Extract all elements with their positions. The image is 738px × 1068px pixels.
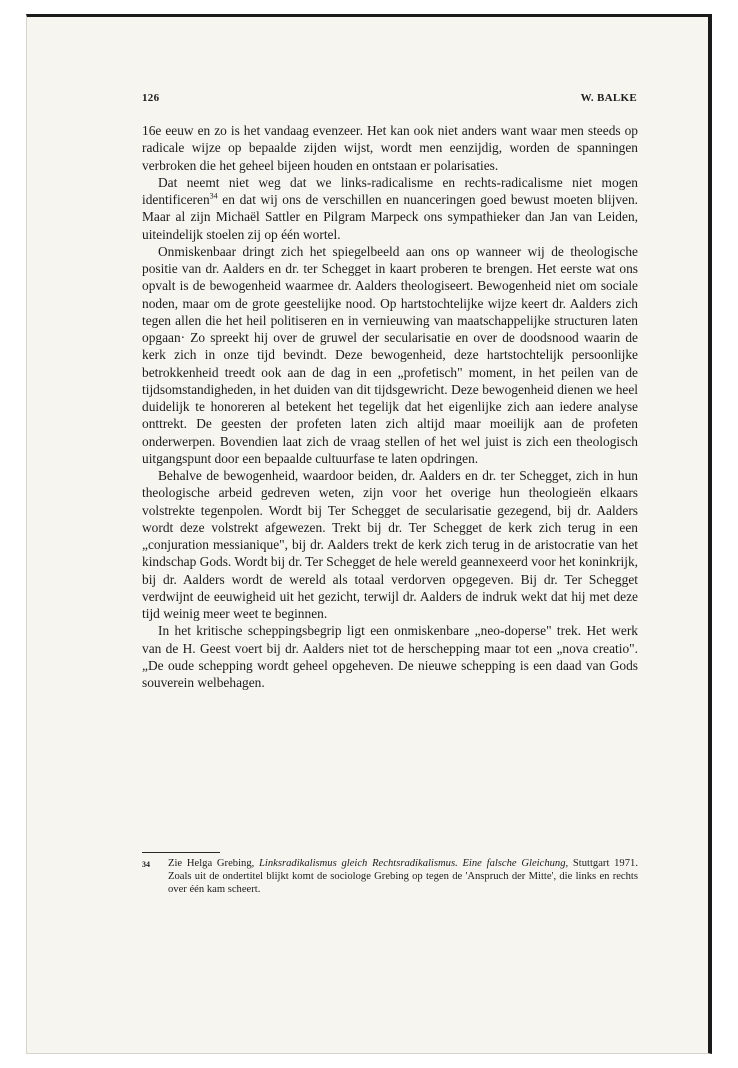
paragraph: 16e eeuw en zo is het vandaag evenzeer. Het kan ook niet anders want waar men steeds op radicale wijze op bepaalde zijden wijst, wordt men eenzijdig, worden de spanningen verbroken die het geheel bijeen houden en ontstaan er polarisaties.: [142, 123, 638, 173]
footnote-text: [168, 857, 638, 896]
paragraph: In het kritische scheppingsbegrip ligt een onmiskenbare „neo-doperse" trek. Het werk van de H. Geest voert bij dr. Aalders niet tot de herschepping maar tot een „nova creatio". „De oude schepping wordt geheel opgeheven. De nieuwe schepping is een daad van Gods souverein welbehagen.: [142, 623, 638, 690]
author-name: W. BALKE: [580, 92, 637, 104]
footnote-rest: Stuttgart 1971. Zoals uit de ondertitel blijkt komt de sociologe Grebing op tegen de 'Anspruch der Mitte', die links en rechts over één kam scheert.: [168, 858, 638, 895]
running-head: [142, 92, 637, 104]
footnote-title: Linksradikalismus gleich Rechtsradikalismus. Eine falsche Gleichung,: [259, 858, 569, 869]
footnote: [142, 857, 638, 896]
paragraph: Onmiskenbaar dringt zich het spiegelbeeld aan ons op wanneer wij de theologische positie van dr. Aalders en dr. ter Schegget in kaart proberen te brengen. Het eerste wat ons opvalt is de bewogenheid waarmee dr. Aalders theologiseert. Bewogenheid niet om sociale noden, maar om de grote geestelijke nood. Op hartstochtelijke wijze keert dr. Aalders zich tegen allen die het heil politiseren en in vernieuwing van maatschappelijke structuren laten opgaan· Zo spreekt hij over de gruwel der secularisatie en over de doodsnood waarin de kerk zich in onze tijd bevindt. Deze bewogenheid, deze hartstochtelijk persoonlijke betrokkenheid treedt ook aan de dag in een „profetisch" moment, in het peilen van de tijdsomstandigheden, in het duiden van dit tijdsgewricht. Deze bewogenheid dienen we heel duidelijk te honoreren al betekent het tegelijk dat het eigenlijke zich aan iedere analyse onttrekt. De geesten der profeten laten zich altijd maar moeilijk aan de profeten onderwerpen. Bovendien laat zich de vraag stellen of het wel juist is zich een theologisch uitgangspunt door een bepaalde cultuurfase te laten opdringen.: [142, 243, 638, 466]
footnote-prefix: Zie Helga Grebing,: [168, 858, 260, 869]
footnote-reference: 34: [209, 191, 218, 201]
paragraph-text: en dat wij ons de verschillen en nuanceringen goed bewust moeten blijven. Maar al zijn Michaël Sattler en Pilgram Marpeck ons sympathieker dan Jan van Leiden, uiteindelijk stoelen zij op één wortel.: [142, 192, 638, 242]
body-text: [142, 122, 638, 691]
page-number: 126: [142, 92, 160, 104]
paragraph: Behalve de bewogenheid, waardoor beiden, dr. Aalders en dr. ter Schegget, zich in hun theologische arbeid gedreven weten, zijn voor het overige hun theologieën elkaars volstrekte tegenpolen. Wordt bij Ter Schegget de secularisatie gezegend, bij dr. Aalders wordt deze volstrekt afgewezen. Trekt bij dr. Ter Schegget de kerk zich terug in een „conjuration messianique", bij dr. Aalders trekt de kerk zich terug in de aristocratie van het kindschap Gods. Wordt bij dr. Ter Schegget de hele wereld geannexeerd voor het koninkrijk, bij dr. Aalders wordt de wereld als totaal verdorven opgegeven. Bij dr. Ter Schegget verdwijnt de eeuwigheid uit het gezicht, terwijl dr. Aalders de indruk wekt dat hij met deze tijd weinig meer weet te beginnen.: [142, 468, 638, 621]
footnote-rule: [142, 852, 220, 853]
paragraph-text: Dat neemt niet weg dat we links-radicalisme en rechts-radicalisme niet mogen identificeren: [142, 174, 638, 207]
paragraph: [142, 174, 638, 243]
footnote-number: 34: [142, 860, 150, 869]
